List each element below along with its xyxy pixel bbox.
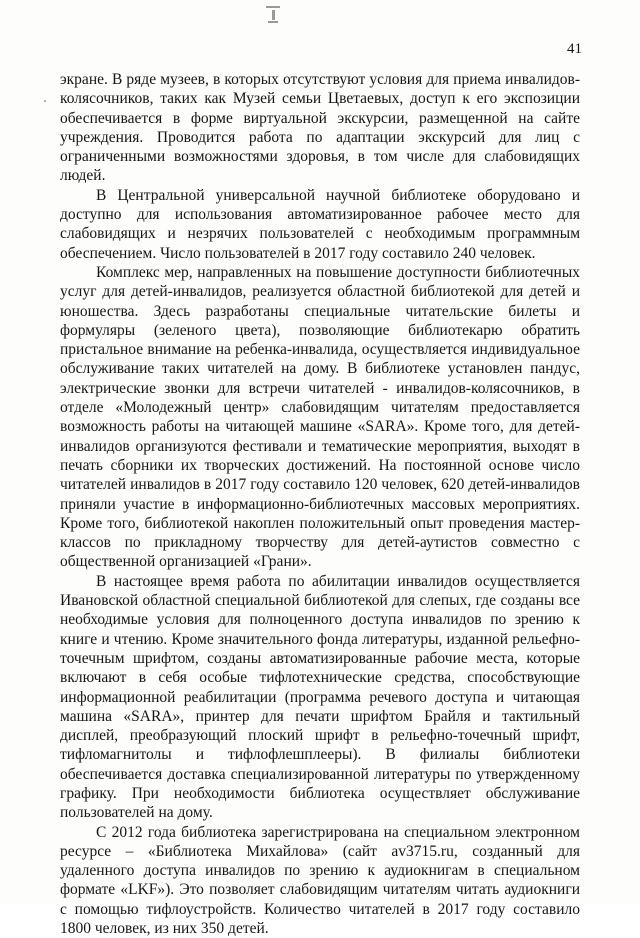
scan-speck: [44, 100, 46, 102]
paragraph-central-library: В Центральной универсальной научной библиотеке оборудовано и доступно для использования автоматизированное рабочее место для слабовидящих и незрячих пользователей с необходимым программным обеспечением. Число пользователей в 2017 году составило 240 человек.: [60, 186, 580, 262]
paragraph-library-for-blind: В настоящее время работа по абилитации инвалидов осуществляется Ивановской областной специальной библиотекой для слепых, где созданы все необходимые условия для полноценного доступа инвалидов по зрению к книге и чтению. Кроме значительного фонда литературы, изданной рельефно-точечным шрифтом, созданы автоматизированные рабочие места, которые включают в себя особые тифлотехнические средства, способствующие информационной реабилитации (программа речевого доступа и читающая машина «SARA», принтер для печати шрифтом Брайля и тактильный дисплей, преобразующий плоский шрифт в рельефно-точечный шрифт, тифломагнитолы и тифлофлешплееры). В филиалы библиотеки обеспечивается доставка специализированной литературы по утвержденному графику. При необходимости библиотека осуществляет обслуживание пользователей на дому.: [60, 572, 580, 822]
paragraph-audiobooks: С 2012 года библиотека зарегистрирована на специальном электронном ресурсе – «Библиотека Михайлова» (сайт av3715.ru, созданный для удаленного доступа инвалидов по зрению к аудиокнигам в специальном формате «LKF»). Это позволяет слабовидящим читателям читать аудиокниги с помощью тифлоустройств. Количество читателей в 2017 году составило 1800 человек, из них 350 детей.: [60, 823, 580, 938]
page-number: 41: [567, 41, 582, 57]
paragraph-children-library: Комплекс мер, направленных на повышение доступности библиотечных услуг для детей-инвалидов, реализуется областной библиотекой для детей и юношества. Здесь разработаны специальные читательские билеты и формуляры (зеленого цвета), позволяющие библиотекарю обратить пристальное внимание на ребенка-инвалида, осуществляется индивидуальное обслуживание таких читателей на дому. В библиотеке установлен пандус, электрические звонки для встречи читателей - инвалидов-колясочников, в отделе «Молодежный центр» слабовидящим читателям предоставляется возможность работы на читающей машине «SARA». Кроме того, для детей-инвалидов организуются фестивали и тематические мероприятия, выходят в печать сборники их творческих достижений. На постоянной основе число читателей инвалидов в 2017 году составило 120 человек, 620 детей-инвалидов приняли участие в информационно-библиотечных массовых мероприятиях. Кроме того, библиотекой накоплен положительный опыт проведения мастер-классов по прикладному творчеству для детей-аутистов совместно с общественной организацией «Грани».: [60, 263, 580, 571]
body-text: [60, 70, 580, 938]
scan-artifact-mark: [262, 4, 286, 26]
paragraph-museums: экране. В ряде музеев, в которых отсутствуют условия для приема инвалидов-колясочников, таких как Музей семьи Цветаевых, доступ к его экспозиции обеспечивается в форме виртуальной экскурсии, размещенной на сайте учреждения. Проводится работа по адаптации экскурсий для лиц с ограниченными возможностями здоровья, в том числе для слабовидящих людей.: [60, 71, 580, 185]
